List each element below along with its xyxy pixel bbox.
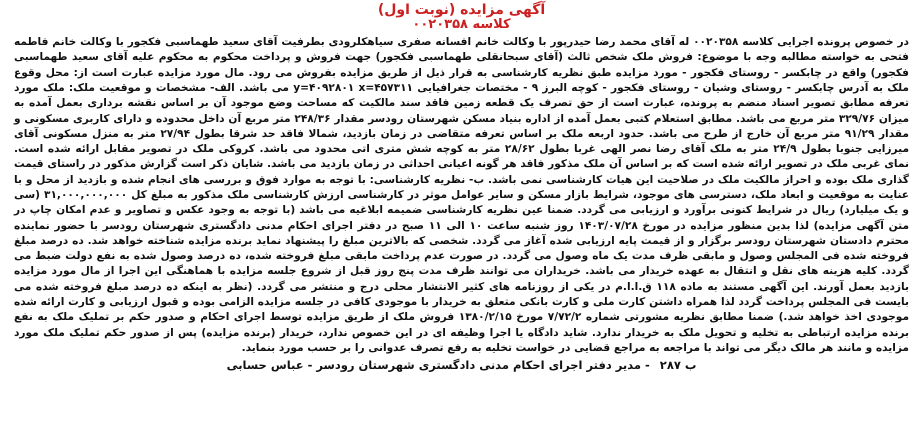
notice-title: آگهی مزایده (نوبت اول) [377, 2, 546, 18]
case-number: کلاسه ۰۰۲۰۳۵۸ [412, 17, 511, 33]
footer-signature: - مدیر دفتر اجرای احکام مدنی دادگستری شهرستان رودسر - عباس حسابی [226, 358, 650, 373]
notice-body: در خصوص پرونده اجرایی کلاسه ۰۰۲۰۳۵۸ له آقای محمد رضا حیدرپور با وکالت خانم افسانه صفری سیاهکلرودی بطرفیت آقای سعید طهماسبی فکجور با وکالت خانم فاطمه فتحی به خواسته مطالبه وجه با موضوع: فروش ملک شخص ثالث (آقای سبحانقلی طهماسبی فکجور) جهت فروش و پرداخت محکوم به محکوم علیه آقای سعید طهماسبی فکجور) واقع در چابکسر - روستای فکجور - مورد مزایده طبق نظریه کارشناسی به قرار ذیل از طریق مزایده بفروش می رود. مال مورد مزایده عبارت است از: محل وقوع ملک به آدرس چابکسر - روستای وشیان - روستای فکجور - کوچه البرز ۹ - مختصات جغرافیایی y=۴۰۹۲۸۰۱ x=۴۵۷۳۱۱ می باشد. الف- مشخصات و موقعیت ملک: ملک مورد تعرفه مطابق تصویر اسناد منضم به پرونده، عبارت است از حق تصرف یک قطعه زمین فاقد سند مالکیت که مساحت وضع موجود آن بر اساس نقشه برداری بعمل آمده به میزان ۳۲۹/۷۶ متر مربع می باشد. مطابق استعلام کتبی بعمل آمده از اداره بنیاد مسکن شهرستان رودسر مقدار ۲۴۸/۳۶ متر مربع آن داخل محدوده و دارای کاربری مسکونی و مقدار ۹۱/۲۹ متر مربع آن خارج از طرح می باشد. حدود اربعه ملک بر اساس تعرفه متقاضی در زمان بازدید، شمالا فاقد حد شرقا بطول ۲۷/۹۴ متر به منزل مسکونی آقای میرزایی جنوبا بطول ۲۴/۹ متر به ملک آقای رضا نصر الهی غربا بطول ۲۸/۶۲ متر به کوچه شش متری اتی محدود می باشد. کروکی ملک در تصویر مقابل ارائه شده است. نمای غربی ملک در تصویر ارائه شده است که بر اساس آن ملک مذکور فاقد هر گونه اعیانی احداثی در زمان بازدید می باشد. شایان ذکر است گزارش مذکور در راستای قیمت گذاری ملک بوده و احراز مالکیت ملک در صلاحیت این هیات کارشناسی نمی باشد. ب- نظریه کارشناسی: با توجه به موارد فوق و بررسی های انجام شده و بازدید از محل و با عنایت به موقعیت و ابعاد ملک، دسترسی های موجود، شرایط بازار مسکن و سایر عوامل موثر در کارشناسی ارزش کارشناسی ملک مذکور به مبلغ کل ۳۱,۰۰۰,۰۰۰,۰۰۰ (سی و یک میلیارد) ریال در شرایط کنونی برآورد و ارزیابی می گردد. ضمنا عین نظریه کارشناسی ضمیمه ابلاغیه می باشد (با توجه به وجود عکس و تصاویر و عدم امکان چاپ در متن آگهی مزایده) لذا بدین منظور مزایده در مورخ ۱۴۰۳/۰۷/۲۸ روز شنبه ساعت ۱۰ الی ۱۱ صبح در دفتر اجرای احکام مدنی دادگستری شهرستان رودسر با حضور نماینده محترم دادستان شهرستان رودسر برگزار و از قیمت پایه ارزیابی شده آغاز می گردد. شخصی که بالاترین مبلغ را پیشنهاد نماید برنده مزایده شناخته خواهد شد. ده درصد مبلغ فروخته شده فی المجلس وصول و مابقی ظرف مدت یک ماه وصول می گردد. در صورت عدم پرداخت مابقی مبلغ فروخته شده، ده درصد وصول شده به نفع دولت ضبط می گردد. کلیه هزینه های نقل و انتقال به عهده خریدار می باشد. خریداران می توانند ظرف مدت پنج روز قبل از شروع جلسه مزایده با هماهنگی این اجرا از مال مورد مزایده بازدید بعمل آورند. این آگهی مستند به ماده ۱۱۸ ق.ا.ا.م در یکی از روزنامه های کثیر الانتشار محلی درج و منتشر می گردد. (نظر به اینکه ده درصد مبلغ فروخته شده می بایست فی المجلس پرداخت گردد لذا همراه داشتن کارت ملی و کارت بانکی متعلق به خریدار با موجودی کافی در جلسه مزایده الزامی بوده و قبول ارزیابی و کارت ارائه شده موجودی اخذ خواهد شد.) ضمنا مطابق نظریه مشورتی شماره ۷/۷۲/۲ مورخ ۱۳۸۰/۲/۱۵ فروش ملک از طریق مزایده توسط اجرای احکام و صدور حکم بر تملیک ملک به نفع برنده مزایده ارتباطی به تخلیه و تحویل ملک به خریدار ندارد. شاید دادگاه یا اجرا وظیفه ای در این خصوص ندارد، خریدار (برنده مزایده) پس از صدور حکم تملیک ملک مورد مزایده و مانند هر مالک دیگر می تواند با مراجعه به مراجع قضایی در خواست تخلیه به رفع تصرف عدوانی را بر حسب مورد بنماید. [14, 36, 910, 354]
footer-code: ب ۲۸۷ [659, 358, 697, 373]
notice-header [14, 2, 909, 33]
notice-footer [14, 358, 909, 372]
